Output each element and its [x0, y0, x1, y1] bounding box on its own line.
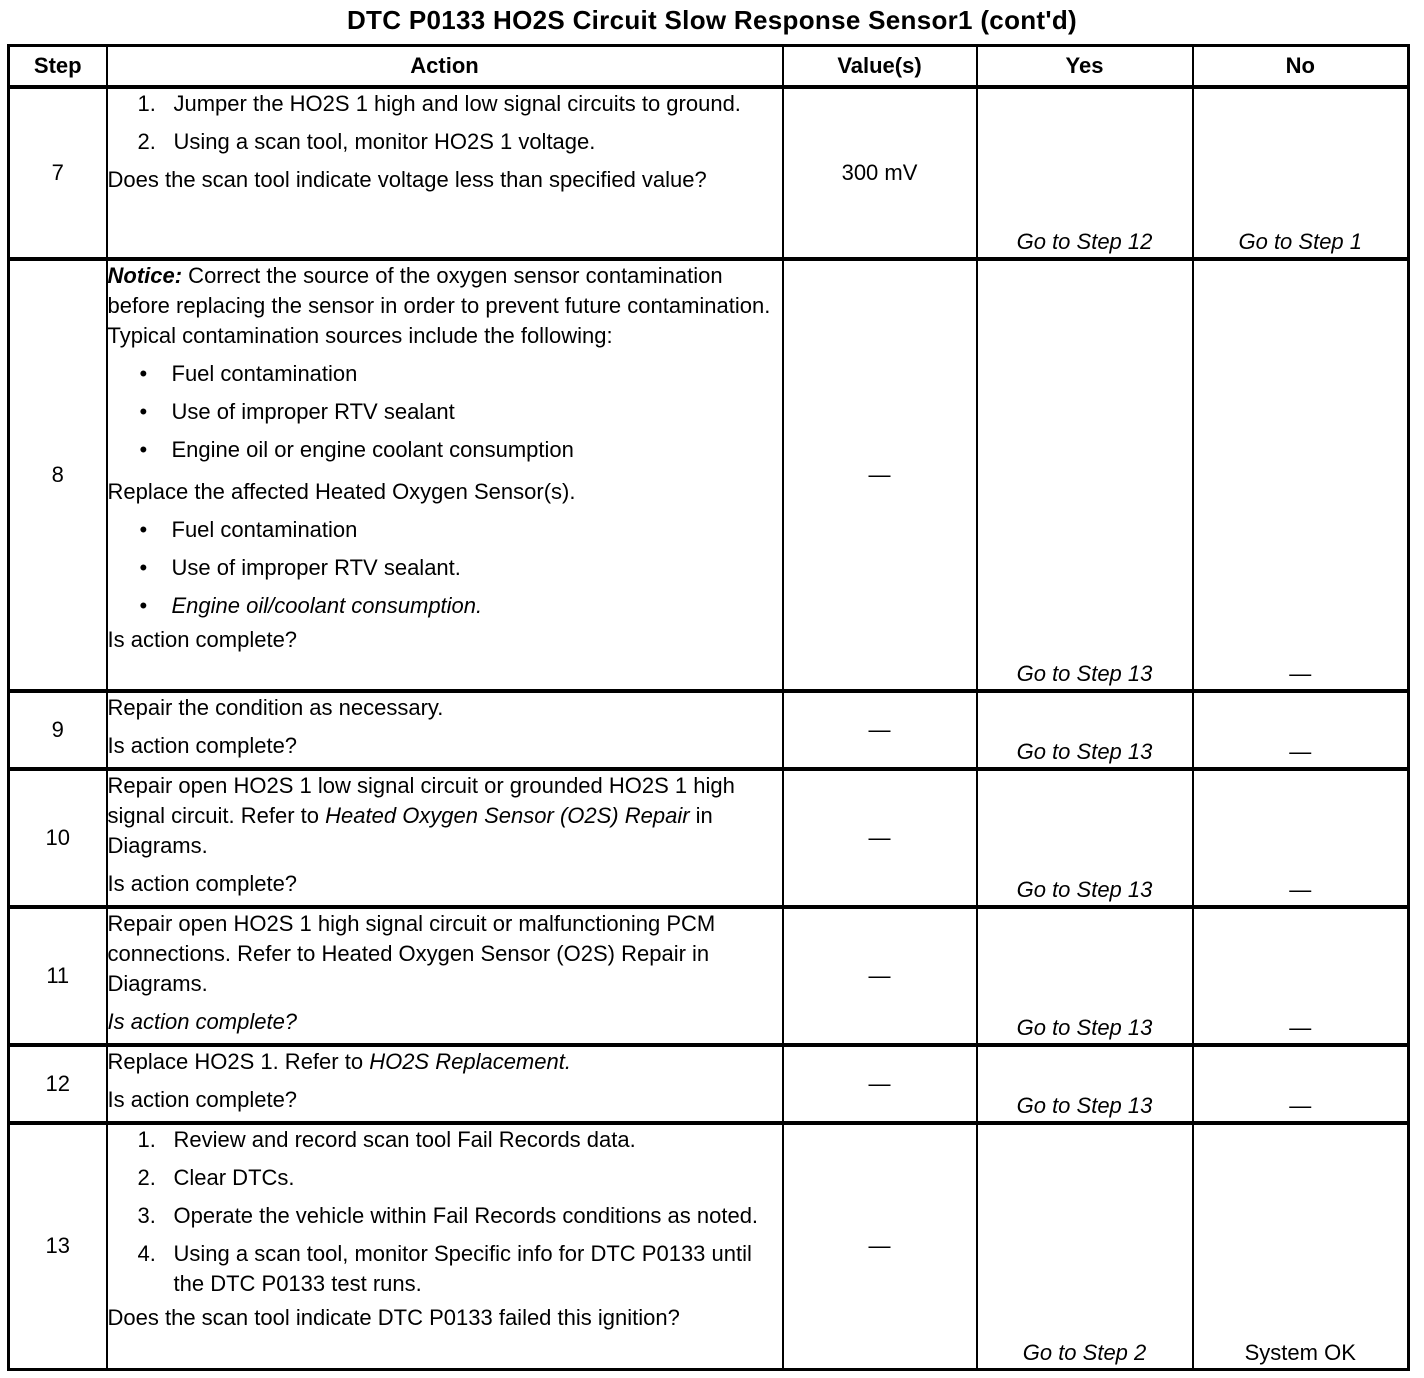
bullet-item: Engine oil or engine coolant consumption: [171, 437, 574, 462]
bullet: •: [139, 555, 148, 580]
yes-cell: Go to Step 13: [977, 1045, 1193, 1123]
value-cell: —: [783, 259, 977, 691]
action-text-part: in Diagrams.: [107, 803, 713, 858]
table-row: [9, 769, 1409, 907]
bullet: •: [139, 399, 148, 424]
reference-link-text: HO2S Replacement.: [369, 1049, 571, 1074]
bullet: •: [139, 437, 148, 462]
notice-text: [108, 261, 782, 351]
yes-cell: Go to Step 13: [977, 691, 1193, 769]
table-row: [9, 1045, 1409, 1123]
action-item: Using a scan tool, monitor Specific info for DTC P0133 until the DTC P0133 test runs.: [173, 1241, 752, 1296]
step-number: 10: [9, 769, 107, 907]
action-cell: [107, 259, 783, 691]
list-number: 4.: [137, 1241, 156, 1266]
step-number: 12: [9, 1045, 107, 1123]
header-no: No: [1193, 46, 1409, 88]
no-cell: —: [1193, 691, 1409, 769]
action-text: [108, 1047, 782, 1077]
action-cell: [107, 1045, 783, 1123]
step-number: 13: [9, 1123, 107, 1369]
yes-cell: Go to Step 2: [977, 1123, 1193, 1369]
step-number: 9: [9, 691, 107, 769]
header-values: Value(s): [783, 46, 977, 88]
action-item: Review and record scan tool Fail Records data.: [173, 1127, 636, 1152]
value-cell: —: [783, 691, 977, 769]
value-cell: —: [783, 769, 977, 907]
list-number: 3.: [137, 1203, 156, 1228]
action-text-part: Repair open HO2S 1 low signal circuit or grounded HO2S 1 high signal circuit. Refer to: [107, 773, 735, 828]
action-question: Is action complete?: [107, 627, 298, 652]
header-step: Step: [9, 46, 107, 88]
action-cell: [107, 87, 783, 259]
diagnostic-table: [7, 44, 1410, 1371]
notice-body: Correct the source of the oxygen sensor contamination before replacing the sensor in order to prevent future contamination. Typical contamination sources include the following:: [107, 263, 771, 348]
page-title: DTC P0133 HO2S Circuit Slow Response Sensor1 (cont'd): [346, 5, 1078, 35]
list-number: 2.: [137, 1165, 156, 1190]
action-text-part: Replace HO2S 1. Refer to: [107, 1049, 370, 1074]
no-cell: —: [1193, 259, 1409, 691]
action-question: Is action complete?: [107, 871, 298, 896]
reference-link-text: Heated Oxygen Sensor (O2S) Repair: [325, 803, 690, 828]
action-question: Does the scan tool indicate DTC P0133 failed this ignition?: [107, 1305, 680, 1330]
bullet-item: Fuel contamination: [171, 361, 358, 386]
bullet-item: Use of improper RTV sealant: [171, 399, 455, 424]
value-cell: —: [783, 1045, 977, 1123]
list-number: 1.: [137, 1127, 156, 1152]
no-cell: Go to Step 1: [1193, 87, 1409, 259]
action-cell: [107, 1123, 783, 1369]
action-cell: [107, 691, 783, 769]
yes-cell: Go to Step 12: [977, 87, 1193, 259]
value-cell: —: [783, 1123, 977, 1369]
action-item: Jumper the HO2S 1 high and low signal circuits to ground.: [173, 91, 741, 116]
no-cell: —: [1193, 1045, 1409, 1123]
action-question: Is action complete?: [107, 1009, 298, 1034]
bullet: •: [139, 361, 148, 386]
action-item: Operate the vehicle within Fail Records conditions as noted.: [173, 1203, 759, 1228]
no-cell: System OK: [1193, 1123, 1409, 1369]
action-question: Does the scan tool indicate voltage less than specified value?: [107, 167, 707, 192]
bullet: •: [139, 517, 148, 542]
step-number: 8: [9, 259, 107, 691]
yes-cell: Go to Step 13: [977, 907, 1193, 1045]
bullet-item: Engine oil/coolant consumption.: [171, 593, 483, 618]
action-item: Clear DTCs.: [173, 1165, 295, 1190]
list-number: 1.: [137, 91, 156, 116]
bullet: •: [139, 593, 148, 618]
action-text: Repair the condition as necessary.: [107, 695, 444, 720]
table-row: [9, 691, 1409, 769]
action-text: Repair open HO2S 1 high signal circuit or malfunctioning PCM connections. Refer to Heated Oxygen Sensor (O2S) Repair in Diagrams.: [107, 911, 716, 996]
header-action: Action: [107, 46, 783, 88]
value-cell: 300 mV: [783, 87, 977, 259]
step-number: 7: [9, 87, 107, 259]
notice-label: Notice:: [107, 263, 183, 288]
list-number: 2.: [137, 129, 156, 154]
no-cell: —: [1193, 769, 1409, 907]
replace-instruction: Replace the affected Heated Oxygen Sensor(s).: [107, 479, 576, 504]
action-cell: [107, 907, 783, 1045]
table-row: [9, 907, 1409, 1045]
bullet-item: Fuel contamination: [171, 517, 358, 542]
yes-cell: Go to Step 13: [977, 769, 1193, 907]
action-text: [108, 771, 782, 861]
action-item: Using a scan tool, monitor HO2S 1 voltage.: [173, 129, 596, 154]
header-yes: Yes: [977, 46, 1193, 88]
table-row: [9, 1123, 1409, 1369]
action-question: Is action complete?: [107, 733, 298, 758]
action-cell: [107, 769, 783, 907]
value-cell: —: [783, 907, 977, 1045]
no-cell: —: [1193, 907, 1409, 1045]
step-number: 11: [9, 907, 107, 1045]
bullet-item: Use of improper RTV sealant.: [171, 555, 461, 580]
header-row: [9, 46, 1409, 88]
table-row: [9, 259, 1409, 691]
yes-cell: Go to Step 13: [977, 259, 1193, 691]
action-question: Is action complete?: [107, 1087, 298, 1112]
table-row: [9, 87, 1409, 259]
